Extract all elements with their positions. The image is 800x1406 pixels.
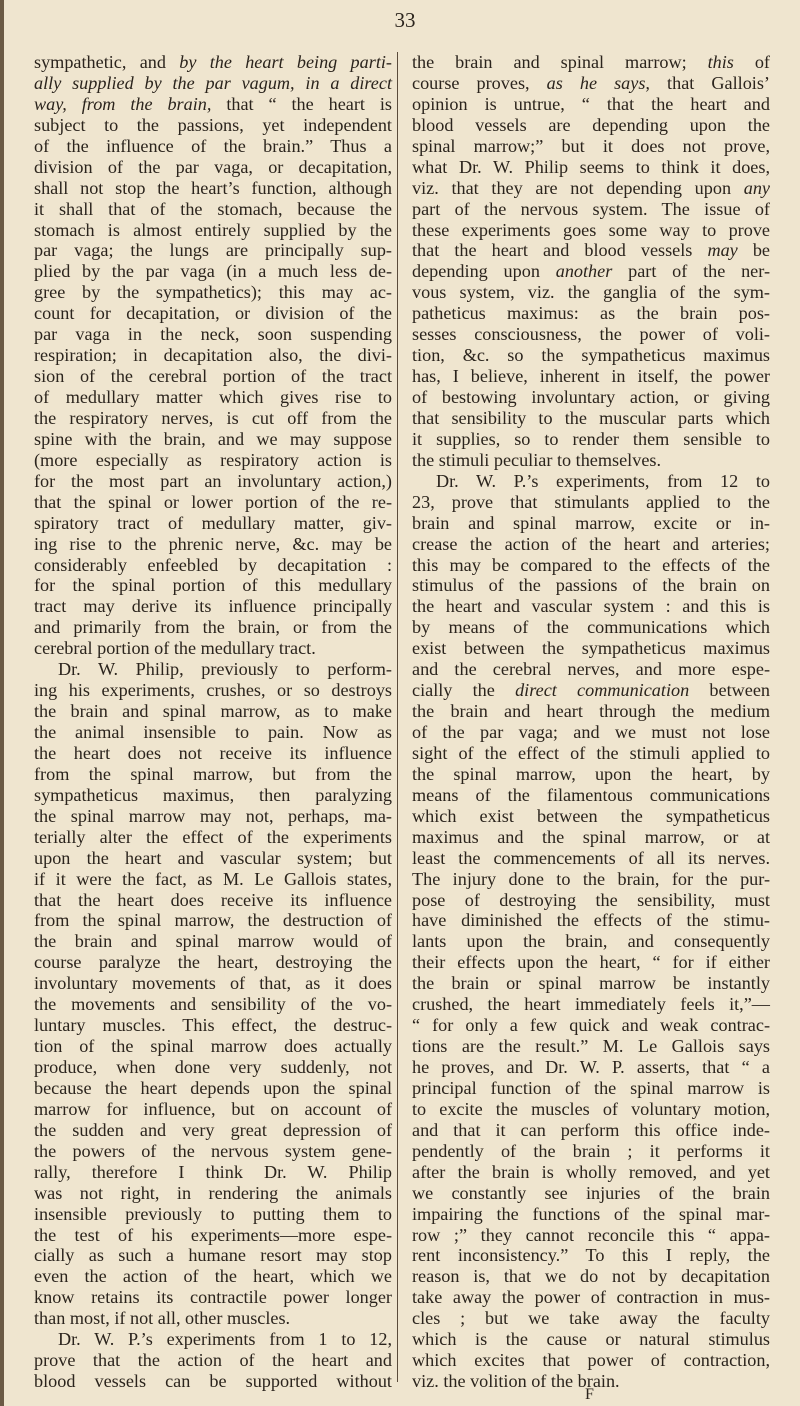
text-segment: because the heart depends upon the spinal bbox=[34, 1077, 392, 1098]
text-line bbox=[34, 1287, 392, 1308]
text-line bbox=[412, 1036, 770, 1057]
text-line bbox=[412, 1099, 770, 1120]
text-line bbox=[34, 1308, 392, 1329]
text-segment: cially as such a humane resort may stop bbox=[34, 1245, 392, 1266]
text-segment: depending upon bbox=[412, 261, 556, 282]
text-segment: which excites that power of contraction, bbox=[412, 1350, 770, 1371]
text-segment: the brain and spinal marrow; bbox=[412, 52, 708, 72]
text-line bbox=[34, 1099, 392, 1120]
text-line bbox=[34, 869, 392, 890]
text-segment: spiratory tract of medullary matter, giv- bbox=[34, 512, 392, 533]
text-segment: blood vessels can be supported without bbox=[34, 1371, 392, 1392]
text-segment: cerebral portion of the medullary tract. bbox=[34, 638, 316, 659]
text-line bbox=[34, 722, 392, 743]
text-line bbox=[412, 1141, 770, 1162]
text-line bbox=[34, 1350, 392, 1371]
text-line bbox=[412, 1266, 770, 1287]
text-segment: opinion is untrue, “ that the heart and bbox=[412, 93, 770, 114]
text-line bbox=[34, 827, 392, 848]
text-segment: that “ the heart is bbox=[211, 93, 392, 114]
page-number: 33 bbox=[394, 8, 416, 32]
italic-text-segment: way, from the brain, bbox=[34, 93, 212, 114]
text-segment: the powers of the nervous system gene- bbox=[34, 1140, 392, 1161]
text-line bbox=[34, 910, 392, 931]
text-line bbox=[412, 1078, 770, 1099]
text-segment: of the par vaga; and we must not lose bbox=[412, 722, 770, 742]
text-line bbox=[34, 680, 392, 701]
text-segment: that the heart does receive its influence bbox=[34, 889, 392, 910]
text-segment: sight of the effect of the stimuli applied to bbox=[412, 742, 770, 763]
text-line bbox=[412, 638, 770, 659]
left-column bbox=[34, 52, 392, 1392]
text-line bbox=[34, 199, 392, 220]
text-segment: and the cerebral nerves, and more espe- bbox=[412, 659, 770, 680]
italic-text-segment: ally supplied by the par vagum, in a direct bbox=[34, 72, 392, 93]
text-segment: prove that the action of the heart and bbox=[34, 1350, 392, 1371]
text-line bbox=[412, 73, 770, 94]
text-segment: sion of the cerebral portion of the tract bbox=[34, 366, 392, 387]
text-segment: these experiments goes some way to prove bbox=[412, 219, 770, 240]
text-segment: tract may derive its influence principally bbox=[34, 596, 392, 617]
text-segment: subject to the passions, yet independent bbox=[34, 114, 392, 135]
text-line bbox=[412, 701, 770, 722]
text-segment: terially alter the effect of the experiments bbox=[34, 826, 392, 847]
text-segment: shall not stop the heart’s function, although bbox=[34, 177, 392, 198]
page-edge bbox=[0, 0, 4, 1406]
text-line bbox=[412, 1350, 770, 1371]
text-segment: spinal marrow;” but it does not prove, bbox=[412, 135, 770, 156]
text-line bbox=[412, 555, 770, 576]
text-segment: ing rise to the phrenic nerve, &c. may be bbox=[34, 533, 392, 554]
text-line bbox=[412, 680, 770, 701]
text-segment: what Dr. W. Philip seems to think it does, bbox=[412, 156, 770, 177]
text-line bbox=[412, 1287, 770, 1308]
text-line bbox=[34, 659, 392, 680]
text-line bbox=[412, 94, 770, 115]
text-segment: The injury done to the brain, for the pur- bbox=[412, 868, 770, 889]
text-line bbox=[34, 1120, 392, 1141]
text-segment: sympatheticus maximus, then paralyzing bbox=[34, 784, 392, 805]
text-line bbox=[34, 1204, 392, 1225]
text-segment: ing his experiments, crushes, or so destroys bbox=[34, 680, 392, 701]
text-line bbox=[34, 471, 392, 492]
italic-text-segment: direct communication bbox=[515, 680, 690, 701]
text-segment: for the spinal portion of this medullary bbox=[34, 575, 392, 596]
text-line bbox=[34, 994, 392, 1015]
text-segment: insensible previously to putting them to bbox=[34, 1203, 392, 1224]
text-segment: the brain or spinal marrow be instantly bbox=[412, 973, 770, 994]
text-segment: reason is, that we do not by decapitation bbox=[412, 1266, 770, 1287]
text-line bbox=[412, 513, 770, 534]
text-line bbox=[412, 1183, 770, 1204]
text-segment: Dr. W. P.’s experiments, from 12 to bbox=[436, 470, 770, 491]
text-line bbox=[412, 408, 770, 429]
text-segment: the spinal marrow, upon the heart, by bbox=[412, 763, 770, 784]
text-segment: cles ; but we take away the faculty bbox=[412, 1308, 770, 1329]
text-segment: the heart does not receive its influence bbox=[34, 742, 392, 763]
text-line bbox=[412, 617, 770, 638]
text-segment: maximus and the spinal marrow, or at bbox=[412, 826, 770, 847]
text-segment: it supplies, so to render them sensible to bbox=[412, 428, 770, 449]
text-segment: the brain and spinal marrow would of bbox=[34, 931, 392, 952]
text-segment: the test of his experiments—more espe- bbox=[34, 1224, 392, 1245]
text-segment: viz. the volition of the brain. bbox=[412, 1371, 620, 1392]
italic-text-segment: any bbox=[743, 177, 770, 198]
text-line bbox=[34, 1371, 392, 1392]
text-line bbox=[412, 157, 770, 178]
text-segment: than most, if not all, other muscles. bbox=[34, 1308, 291, 1329]
text-segment: Dr. W. Philip, previously to perform- bbox=[58, 659, 392, 680]
text-line bbox=[34, 366, 392, 387]
text-segment: between bbox=[689, 680, 771, 701]
text-segment: have diminished the effects of the stimu- bbox=[412, 910, 770, 931]
text-segment: part of the nervous system. The issue of bbox=[412, 198, 770, 219]
text-segment: impairing the functions of the spinal mar- bbox=[412, 1203, 770, 1224]
text-line bbox=[34, 94, 392, 115]
text-segment: tion, &c. so the sympatheticus maximus bbox=[412, 345, 770, 366]
italic-text-segment: by the heart being parti- bbox=[179, 52, 392, 72]
text-segment: principal function of the spinal marrow is bbox=[412, 1077, 770, 1098]
text-line bbox=[34, 408, 392, 429]
text-line bbox=[34, 52, 392, 73]
text-segment: 23, prove that stimulants applied to the bbox=[412, 491, 770, 512]
text-segment: crushed, the heart immediately feels it,”— bbox=[412, 994, 770, 1015]
text-line bbox=[34, 973, 392, 994]
text-segment: this may be compared to the effects of the bbox=[412, 554, 770, 575]
text-segment: least the commencements of all its nerves. bbox=[412, 847, 770, 868]
text-segment: by means of the communications which bbox=[412, 617, 770, 638]
text-line bbox=[412, 1329, 770, 1350]
text-line bbox=[34, 492, 392, 513]
text-segment: vous system, viz. the ganglia of the sym- bbox=[412, 282, 770, 303]
text-line bbox=[34, 178, 392, 199]
text-line bbox=[412, 890, 770, 911]
text-line bbox=[412, 869, 770, 890]
text-line bbox=[412, 282, 770, 303]
text-segment: gree by the sympathetics); this may ac- bbox=[34, 282, 392, 303]
text-segment: which exist between the sympatheticus bbox=[412, 805, 770, 826]
text-line bbox=[34, 534, 392, 555]
text-line bbox=[34, 1245, 392, 1266]
text-segment: respiration; in decapitation also, the divi- bbox=[34, 345, 392, 366]
text-line bbox=[412, 1162, 770, 1183]
text-segment: to excite the muscles of voluntary motion, bbox=[412, 1098, 770, 1119]
text-line bbox=[34, 617, 392, 638]
text-segment: rally, therefore I think Dr. W. Philip bbox=[34, 1161, 392, 1182]
text-line bbox=[412, 261, 770, 282]
text-segment: of bestowing involuntary action, or giving bbox=[412, 387, 770, 407]
text-segment: rent inconsistency.” To this I reply, the bbox=[412, 1245, 770, 1266]
text-line bbox=[412, 52, 770, 73]
text-segment: brain and spinal marrow, excite or in- bbox=[412, 512, 770, 533]
text-segment: the sudden and very great depression of bbox=[34, 1119, 392, 1140]
text-segment: “ for only a few quick and weak contrac- bbox=[412, 1015, 770, 1036]
text-line bbox=[34, 785, 392, 806]
text-segment: exist between the sympatheticus maximus bbox=[412, 638, 770, 659]
text-line bbox=[34, 220, 392, 241]
signature-mark: F bbox=[585, 1386, 594, 1403]
text-line bbox=[412, 1204, 770, 1225]
text-segment: patheticus maximus: as the brain pos- bbox=[412, 303, 770, 324]
text-line bbox=[412, 534, 770, 555]
text-segment: from the spinal marrow, the destruction of bbox=[34, 910, 392, 931]
text-line bbox=[412, 303, 770, 324]
italic-text-segment: another bbox=[555, 261, 613, 282]
text-line bbox=[34, 261, 392, 282]
text-line bbox=[34, 1078, 392, 1099]
text-line bbox=[34, 890, 392, 911]
text-segment: that the spinal or lower portion of the re- bbox=[34, 491, 392, 512]
text-segment: the brain and heart through the medium bbox=[412, 701, 770, 722]
italic-text-segment: this bbox=[707, 52, 734, 72]
text-segment: plied by the par vaga (in a much less de- bbox=[34, 261, 392, 282]
text-segment: tions are the result.” M. Le Gallois says bbox=[412, 1036, 770, 1057]
text-line bbox=[412, 827, 770, 848]
text-line bbox=[412, 1057, 770, 1078]
text-segment: take away the power of contraction in mus- bbox=[412, 1287, 770, 1308]
text-line bbox=[412, 240, 770, 261]
text-line bbox=[412, 178, 770, 199]
text-line bbox=[34, 387, 392, 408]
text-segment: of medullary matter which gives rise to bbox=[34, 387, 392, 407]
text-segment: for the most part an involuntary action,) bbox=[34, 470, 392, 491]
right-column bbox=[412, 52, 770, 1392]
text-segment: part of the ner- bbox=[612, 261, 771, 282]
text-line bbox=[412, 931, 770, 952]
text-segment: even the action of the heart, which we bbox=[34, 1266, 392, 1287]
text-segment: viz. that they are not depending upon bbox=[412, 177, 744, 198]
text-line bbox=[412, 471, 770, 492]
italic-text-segment: may bbox=[707, 240, 738, 261]
text-line bbox=[412, 785, 770, 806]
text-segment: was not right, in rendering the animals bbox=[34, 1182, 392, 1203]
text-line bbox=[34, 806, 392, 827]
text-line bbox=[34, 345, 392, 366]
text-segment: be bbox=[737, 240, 770, 261]
text-segment: their effects upon the heart, “ for if either bbox=[412, 952, 770, 973]
text-segment: the spinal marrow may not, perhaps, ma- bbox=[34, 805, 392, 826]
text-line bbox=[34, 282, 392, 303]
text-segment: means of the filamentous communications bbox=[412, 784, 770, 805]
text-segment: involuntary movements of that, as it does bbox=[34, 973, 392, 994]
text-line bbox=[412, 596, 770, 617]
text-line bbox=[34, 1329, 392, 1350]
text-line bbox=[412, 806, 770, 827]
text-line bbox=[412, 366, 770, 387]
text-segment: the heart and vascular system : and this is bbox=[412, 596, 770, 617]
text-segment: know retains its contractile power longer bbox=[34, 1287, 392, 1308]
text-line bbox=[34, 450, 392, 471]
text-line bbox=[412, 429, 770, 450]
text-segment: count for decapitation, or division of the bbox=[34, 303, 392, 324]
text-segment: marrow for influence, but on account of bbox=[34, 1098, 392, 1119]
text-segment: it shall that of the stomach, because the bbox=[34, 198, 392, 219]
text-line bbox=[412, 324, 770, 345]
text-segment: course proves, bbox=[412, 72, 547, 93]
text-segment: spine with the brain, and we may suppose bbox=[34, 428, 392, 449]
text-line bbox=[412, 994, 770, 1015]
text-line bbox=[34, 429, 392, 450]
text-line bbox=[412, 492, 770, 513]
text-segment: pendently of the brain ; it performs it bbox=[412, 1140, 770, 1161]
text-line bbox=[412, 345, 770, 366]
text-line bbox=[34, 596, 392, 617]
text-segment: produce, when done very suddenly, not bbox=[34, 1057, 392, 1077]
text-line bbox=[412, 199, 770, 220]
text-line bbox=[412, 722, 770, 743]
text-line bbox=[412, 575, 770, 596]
column-divider bbox=[397, 52, 398, 1382]
text-segment: after the brain is wholly removed, and yet bbox=[412, 1161, 770, 1182]
text-line bbox=[412, 973, 770, 994]
text-line bbox=[412, 1015, 770, 1036]
text-segment: that Gallois’ bbox=[649, 72, 770, 93]
text-line bbox=[34, 575, 392, 596]
text-line bbox=[34, 638, 392, 659]
text-line bbox=[34, 324, 392, 345]
text-segment: which is the cause or natural stimulus bbox=[412, 1329, 770, 1350]
text-segment: of the influence of the brain.” Thus a bbox=[34, 135, 392, 156]
text-segment: that sensibility to the muscular parts which bbox=[412, 407, 770, 428]
text-segment: pose of destroying the sensibility, must bbox=[412, 889, 770, 910]
text-segment: par vaga; the lungs are principally sup- bbox=[34, 240, 392, 261]
text-line bbox=[412, 952, 770, 973]
text-line bbox=[412, 1225, 770, 1246]
text-line bbox=[34, 513, 392, 534]
text-segment: the brain and spinal marrow, as to make bbox=[34, 701, 392, 722]
text-line bbox=[34, 1141, 392, 1162]
text-segment: lants upon the brain, and consequently bbox=[412, 931, 770, 952]
text-segment: cially the bbox=[412, 680, 516, 701]
text-line bbox=[412, 220, 770, 241]
text-line bbox=[412, 910, 770, 931]
text-segment: we constantly see injuries of the brain bbox=[412, 1182, 770, 1203]
text-line bbox=[34, 931, 392, 952]
text-segment: blood vessels are depending upon the bbox=[412, 114, 770, 135]
text-line bbox=[412, 764, 770, 785]
text-line bbox=[412, 387, 770, 408]
text-segment: has, I believe, inherent in itself, the power bbox=[412, 366, 770, 387]
text-line bbox=[34, 848, 392, 869]
text-segment: stomach is almost entirely supplied by the bbox=[34, 219, 392, 240]
text-line bbox=[412, 115, 770, 136]
text-segment: par vaga in the neck, soon suspending bbox=[34, 324, 392, 345]
text-line bbox=[34, 1183, 392, 1204]
text-segment: (more especially as respiratory action is bbox=[34, 449, 392, 470]
text-segment: that the heart and blood vessels bbox=[412, 240, 708, 261]
text-segment: from the spinal marrow, but from the bbox=[34, 763, 392, 784]
text-line bbox=[34, 743, 392, 764]
text-line bbox=[412, 743, 770, 764]
italic-text-segment: as he says, bbox=[546, 72, 650, 93]
text-line bbox=[412, 136, 770, 157]
text-line bbox=[412, 1245, 770, 1266]
text-segment: if it were the fact, as M. Le Gallois states, bbox=[34, 868, 392, 889]
text-line bbox=[34, 136, 392, 157]
text-line bbox=[34, 1225, 392, 1246]
text-line bbox=[412, 1308, 770, 1329]
text-segment: of bbox=[733, 52, 770, 72]
text-segment: the movements and sensibility of the vo- bbox=[34, 994, 392, 1015]
text-segment: Dr. W. P.’s experiments from 1 to 12, bbox=[58, 1329, 392, 1350]
text-line bbox=[34, 764, 392, 785]
text-line bbox=[412, 450, 770, 471]
text-segment: crease the action of the heart and arteries; bbox=[412, 533, 770, 554]
text-line bbox=[34, 303, 392, 324]
text-line bbox=[34, 1015, 392, 1036]
text-line bbox=[34, 1162, 392, 1183]
text-line bbox=[34, 73, 392, 94]
text-line bbox=[34, 115, 392, 136]
text-segment: tion of the spinal marrow does actually bbox=[34, 1036, 392, 1057]
text-segment: stimulus of the passions of the brain on bbox=[412, 575, 770, 596]
text-line bbox=[34, 701, 392, 722]
text-segment: and that it can perform this office inde- bbox=[412, 1119, 770, 1140]
text-segment: sympathetic, and bbox=[34, 52, 180, 72]
text-segment: the animal insensible to pain. Now as bbox=[34, 722, 392, 742]
text-line bbox=[34, 952, 392, 973]
text-segment: luntary muscles. This effect, the destruc- bbox=[34, 1015, 392, 1036]
text-line bbox=[412, 659, 770, 680]
text-line bbox=[34, 1057, 392, 1078]
text-segment: row ;” they cannot reconcile this “ appa- bbox=[412, 1224, 770, 1245]
text-segment: the respiratory nerves, is cut off from the bbox=[34, 407, 392, 428]
text-line bbox=[34, 1266, 392, 1287]
text-line bbox=[34, 240, 392, 261]
text-segment: sesses consciousness, the power of voli- bbox=[412, 324, 770, 345]
text-segment: and primarily from the brain, or from the bbox=[34, 617, 392, 638]
text-line bbox=[34, 1036, 392, 1057]
text-segment: the stimuli peculiar to themselves. bbox=[412, 449, 662, 470]
text-segment: upon the heart and vascular system; but bbox=[34, 847, 392, 868]
text-line bbox=[34, 157, 392, 178]
text-segment: course paralyze the heart, destroying the bbox=[34, 952, 392, 973]
text-line bbox=[34, 555, 392, 576]
text-segment: considerably enfeebled by decapitation : bbox=[34, 554, 392, 575]
text-segment: division of the par vaga, or decapitation, bbox=[34, 156, 392, 177]
text-segment: he proves, and Dr. W. P. asserts, that “ a bbox=[412, 1057, 770, 1077]
text-line bbox=[412, 848, 770, 869]
text-line bbox=[412, 1120, 770, 1141]
